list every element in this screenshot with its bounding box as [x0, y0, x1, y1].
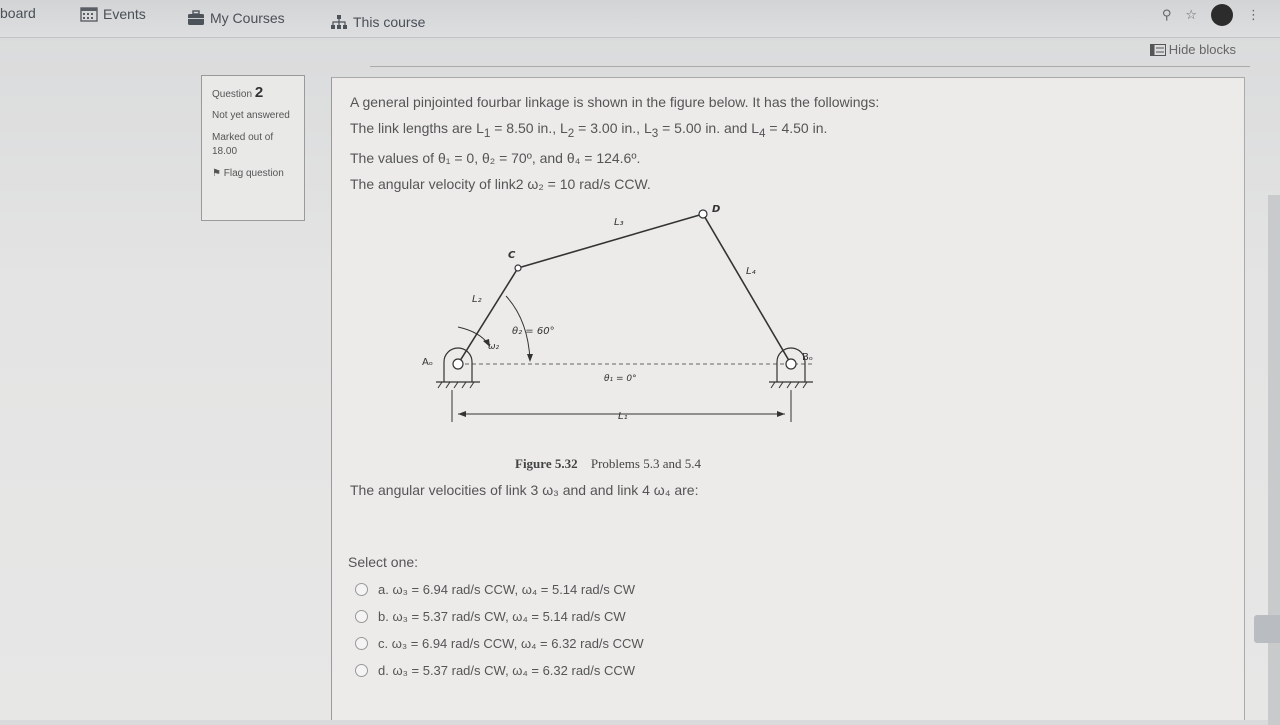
label-c: C [508, 249, 516, 261]
briefcase-icon [187, 10, 205, 26]
option-d[interactable] [355, 663, 1226, 678]
option-b-label[interactable]: b. ω₃ = 5.37 rad/s CW, ω₄ = 5.14 rad/s CW [378, 608, 626, 624]
option-a-label[interactable]: a. ω₃ = 6.94 rad/s CCW, ω₄ = 5.14 rad/s CW [378, 581, 636, 597]
option-d-label[interactable]: d. ω₃ = 5.37 rad/s CW, ω₄ = 6.32 rad/s CCW [378, 662, 636, 678]
option-a[interactable] [355, 582, 1226, 597]
link-l3 [518, 214, 703, 268]
question-number: 2 [254, 84, 264, 101]
option-c-label[interactable]: c. ω₃ = 6.94 rad/s CCW, ω₄ = 6.32 rad/s CCW [378, 635, 644, 651]
question-content [331, 77, 1245, 720]
figure-caption-text: Problems 5.3 and 5.4 [590, 455, 701, 471]
nav-dashboard-label: board [0, 5, 36, 21]
sitemap-icon [330, 14, 348, 30]
joint-c [515, 265, 521, 271]
radio-option-b[interactable] [355, 610, 368, 623]
lengths-prefix: The link lengths are L [350, 120, 484, 136]
question-label: Question [212, 89, 253, 100]
radio-option-a[interactable] [355, 583, 368, 596]
star-icon[interactable]: ☆ [1185, 7, 1197, 22]
length-l2: = 3.00 in., L [578, 120, 652, 136]
figure-caption-number: Figure 5.32 [515, 455, 578, 471]
nav-this-course[interactable] [330, 14, 425, 30]
question-grade: Marked out of 18.00 [212, 132, 274, 157]
nav-this-course-label: This course [353, 14, 426, 30]
flag-icon: ⚑ [212, 168, 221, 179]
avatar[interactable] [1211, 4, 1233, 26]
label-l4: L₄ [746, 265, 756, 277]
question-status: Not yet answered [212, 110, 290, 121]
label-l3: L₃ [614, 216, 624, 228]
length-l4: = 4.50 in. [769, 120, 828, 136]
scrollbar[interactable] [1268, 195, 1280, 725]
label-d: D [712, 203, 721, 215]
question-lengths: The link lengths are $L_1 = 8.50$ in., $L_2 = 3.00$ in., $L_3 = 5.00$ in. and $L_4 = 4.50$ in. [350, 120, 828, 140]
question-info-panel [201, 75, 305, 221]
linkage-figure [422, 202, 848, 452]
question-velocity: The angular velocity of link2 ω₂ = 10 rad/s CCW. [350, 175, 651, 192]
divider [370, 66, 1250, 67]
joint-d [699, 210, 707, 218]
select-one-label: Select one: [348, 553, 419, 570]
scroll-to-top-tab[interactable] [1254, 615, 1280, 643]
question-prompt: The angular velocities of link 3 ω₃ and and link 4 ω₄ are: [350, 481, 699, 498]
hide-blocks-button[interactable] [1150, 42, 1236, 57]
label-theta1: θ₁ = 0° [604, 373, 637, 384]
label-a0: Aₒ [422, 356, 433, 368]
label-b0: Bₒ [802, 351, 813, 363]
more-menu-icon[interactable]: ⋮ [1247, 7, 1260, 22]
label-theta2: θ₂ = 60° [512, 325, 555, 337]
nav-my-courses[interactable] [187, 10, 285, 26]
flag-question-link[interactable] [212, 167, 294, 181]
question-angles: The values of θ₁ = 0, θ₂ = 70º, and θ₄ = 124.6º. [350, 149, 641, 166]
label-l2: L₂ [472, 293, 482, 305]
flag-question-label: Flag question [223, 168, 284, 179]
calendar-icon [80, 6, 98, 22]
label-l1: L₁ [618, 410, 628, 422]
hide-blocks-label: Hide blocks [1168, 42, 1236, 57]
link-l4 [703, 214, 791, 364]
pivot-a0 [453, 359, 463, 369]
option-c[interactable] [355, 636, 1226, 651]
length-l1: = 8.50 in., L [494, 120, 568, 136]
browser-toolbar [1162, 4, 1260, 26]
question-number-heading [212, 84, 294, 101]
nav-events-label: Events [103, 6, 146, 22]
length-l3: = 5.00 in. and L [662, 120, 760, 136]
pivot-b0 [786, 359, 796, 369]
top-navbar [0, 0, 1280, 38]
radio-option-c[interactable] [355, 637, 368, 650]
option-b[interactable] [355, 609, 1226, 624]
nav-my-courses-label: My Courses [210, 10, 285, 26]
fourbar-linkage-diagram [422, 202, 848, 452]
nav-events[interactable] [80, 6, 146, 22]
radio-option-d[interactable] [355, 664, 368, 677]
figure-caption [515, 456, 1226, 472]
layout-icon [1150, 44, 1166, 56]
label-omega2: ω₂ [488, 341, 500, 352]
question-intro: A general pinjointed fourbar linkage is shown in the figure below. It has the followings: [350, 94, 880, 110]
nav-dashboard[interactable] [0, 5, 36, 21]
search-icon[interactable]: ⚲ [1161, 7, 1172, 22]
